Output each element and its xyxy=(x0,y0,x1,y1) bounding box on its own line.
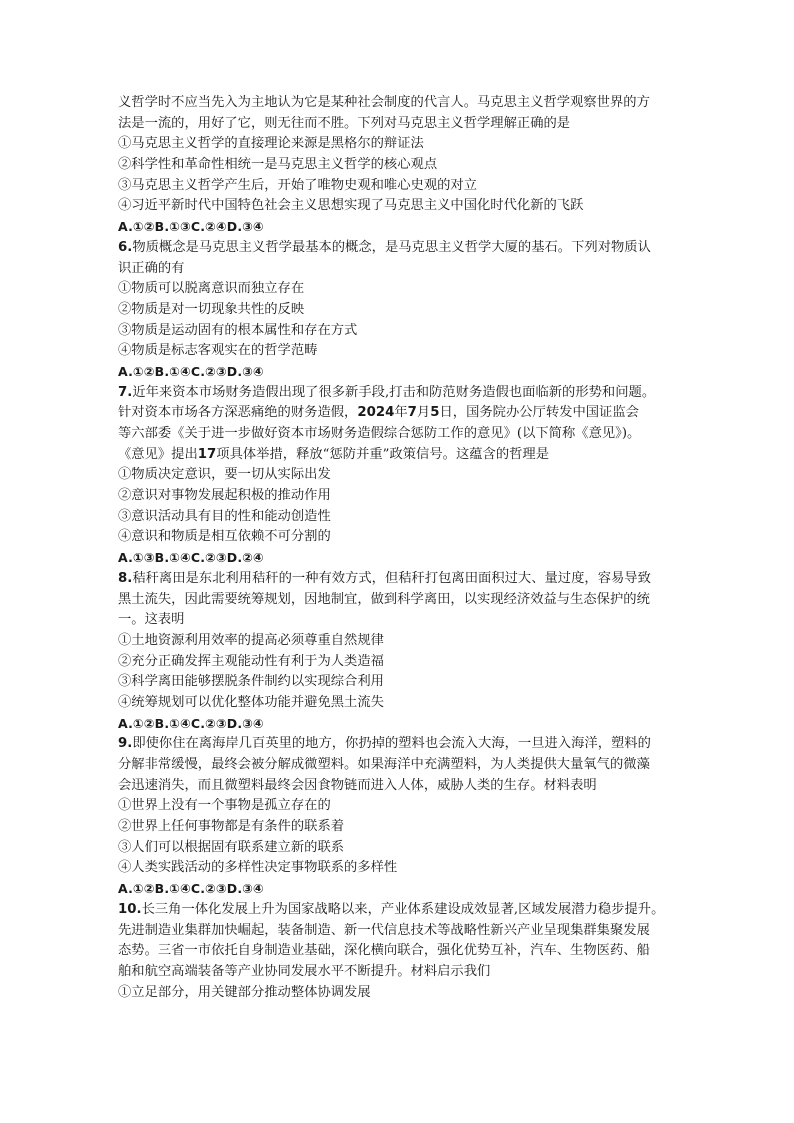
q7-day: 5 xyxy=(430,405,440,421)
q7-option: ①物质决定意识，要一切从实际出发 xyxy=(118,467,331,483)
q9-stem-line: 分解非常缓慢，最终会被分解成微塑料。如果海洋中充满塑料，为人类提供大量氧气的微藻 xyxy=(118,757,650,772)
q10-stem-text: 长三角一体化发展上升为国家战略以来，产业体系建设成效显著,区域发展潜力稳步提升。 xyxy=(141,901,665,917)
q8-option: ②充分正确发挥主观能动性有利于为人类造福 xyxy=(118,653,384,669)
q6-option: ①物质可以脱离意识而独立存在 xyxy=(118,281,305,297)
q9-option: ③人们可以根据固有联系建立新的联系 xyxy=(118,839,345,855)
q7-stem-text: 项具体举措，释放“惩防并重”政策信号。这蕴含的哲理是 xyxy=(216,446,550,462)
q5-answer-choices: A.①②B.①③C.②④D.③④ xyxy=(118,219,264,235)
q5-stem-line: 法是一流的，用好了它，则无往而不胜。下列对马克思主义哲学理解正确的是 xyxy=(118,115,571,131)
question-content xyxy=(118,93,678,1003)
q7-month: 7 xyxy=(407,405,417,421)
q8-stem-text: 秸秆离田是东北利用秸秆的一种有效方式，但秸秆打包离田面积过大、量过度，容易导致 xyxy=(132,570,651,586)
q8-option: ③科学离田能够摆脱条件制约以实现综合利用 xyxy=(118,674,384,690)
q9-stem-text: 即使你住在离海岸几百英里的地方，你扔掉的塑料也会流入大海，一旦进入海洋，塑料的 xyxy=(132,736,651,752)
q5-option: ④习近平新时代中国特色社会主义思想实现了马克思主义中国化时代化新的飞跃 xyxy=(118,198,584,214)
q9-option: ①世界上没有一个事物是孤立存在的 xyxy=(118,798,331,814)
q7-stem-line xyxy=(118,383,678,404)
q7-stem-text: 近年来资本市场财务造假出现了很多新手段,打击和防范财务造假也面临新的形势和问题。 xyxy=(132,384,656,400)
q7-stem-text: 针对资本市场各方深恶痛绝的财务造假， xyxy=(118,405,358,421)
q7-stem-text: 月 xyxy=(416,405,431,421)
q7-answer-choices: A.①③B.①④C.②③D.②④ xyxy=(118,550,264,566)
q7-stem-line: 等六部委《关于进一步做好资本市场财务造假综合惩防工作的意见》(以下简称《意见》)。 xyxy=(118,426,641,441)
q7-stem-line xyxy=(118,403,678,424)
q7-count: 17 xyxy=(197,446,217,462)
q8-stem-line: 一。这表明 xyxy=(118,612,185,628)
q8-option: ④统筹规划可以优化整体功能并避免黑土流失 xyxy=(118,694,384,710)
q5-option: ②科学性和革命性相统一是马克思主义哲学的核心观点 xyxy=(118,157,438,173)
q7-year: 2024 xyxy=(357,405,395,421)
q7-stem-text: 《意见》提出 xyxy=(118,446,198,462)
q8-number: 8. xyxy=(118,570,133,586)
q5-option: ①马克思主义哲学的直接理论来源是黑格尔的辩证法 xyxy=(118,136,424,152)
q6-number: 6. xyxy=(118,239,133,255)
q10-stem-line: 先进制造业集群加快崛起，装备制造、新一代信息技术等战略性新兴产业呈现集群集聚发展 xyxy=(118,922,650,938)
q7-option: ②意识对事物发展起积极的推动作用 xyxy=(118,488,331,504)
q10-stem-line: 舶和航空高端装备等产业协同发展水平不断提升。材料启示我们 xyxy=(118,963,491,979)
q8-stem-line: 黑土流失，因此需要统筹规划，因地制宜，做到科学离田，以实现经济效益与生态保护的统 xyxy=(118,591,650,607)
q10-stem-line: 态势。三省一市依托自身制造业基础，深化横向联合，强化优势互补，汽车、生物医药、船 xyxy=(118,943,650,959)
q7-stem-text: 日，国务院办公厅转发中国证监会 xyxy=(439,405,639,421)
q7-stem-line xyxy=(118,445,678,466)
q5-option: ③马克思主义哲学产生后，开始了唯物史观和唯心史观的对立 xyxy=(118,177,478,193)
q9-stem-line xyxy=(118,734,678,755)
q9-stem-line: 会迅速消失，而且微塑料最终会因食物链而进入人体，威胁人类的生存。材料表明 xyxy=(118,777,597,793)
q6-answer-choices: A.①②B.①④C.②③D.③④ xyxy=(118,363,264,379)
q9-option: ②世界上任何事物都是有条件的联系着 xyxy=(118,819,345,835)
q6-option: ③物质是运动固有的根本属性和存在方式 xyxy=(118,322,358,338)
q7-stem-text: 年 xyxy=(394,405,408,421)
q6-stem-line xyxy=(118,238,678,259)
q6-stem-text: 物质概念是马克思主义哲学最基本的概念，是马克思主义哲学大厦的基石。下列对物质认 xyxy=(132,239,651,255)
q10-number: 10. xyxy=(118,901,142,917)
q9-answer-choices: A.①②B.①④C.②③D.③④ xyxy=(118,881,264,897)
q9-number: 9. xyxy=(118,736,133,752)
q7-option: ③意识活动具有目的性和能动创造性 xyxy=(118,508,331,524)
q7-number: 7. xyxy=(118,384,133,400)
q6-option: ②物质是对一切现象共性的反映 xyxy=(118,301,305,317)
q6-option: ④物质是标志客观实在的哲学范畴 xyxy=(118,343,318,359)
q8-option: ①土地资源利用效率的提高必须尊重自然规律 xyxy=(118,632,384,648)
q8-stem-line xyxy=(118,569,678,590)
q10-stem-line xyxy=(118,900,678,921)
q5-stem-line: 义哲学时不应当先入为主地认为它是某种社会制度的代言人。马克思主义哲学观察世界的方 xyxy=(118,95,650,110)
q10-option: ①立足部分，用关键部分推动整体协调发展 xyxy=(118,984,371,1000)
q8-answer-choices: A.①②B.①④C.②③D.③④ xyxy=(118,715,264,731)
q7-option: ④意识和物质是相互依赖不可分割的 xyxy=(118,529,331,545)
q9-option: ④人类实践活动的多样性决定事物联系的多样性 xyxy=(118,860,398,876)
q6-stem-line: 识正确的有 xyxy=(118,260,185,276)
